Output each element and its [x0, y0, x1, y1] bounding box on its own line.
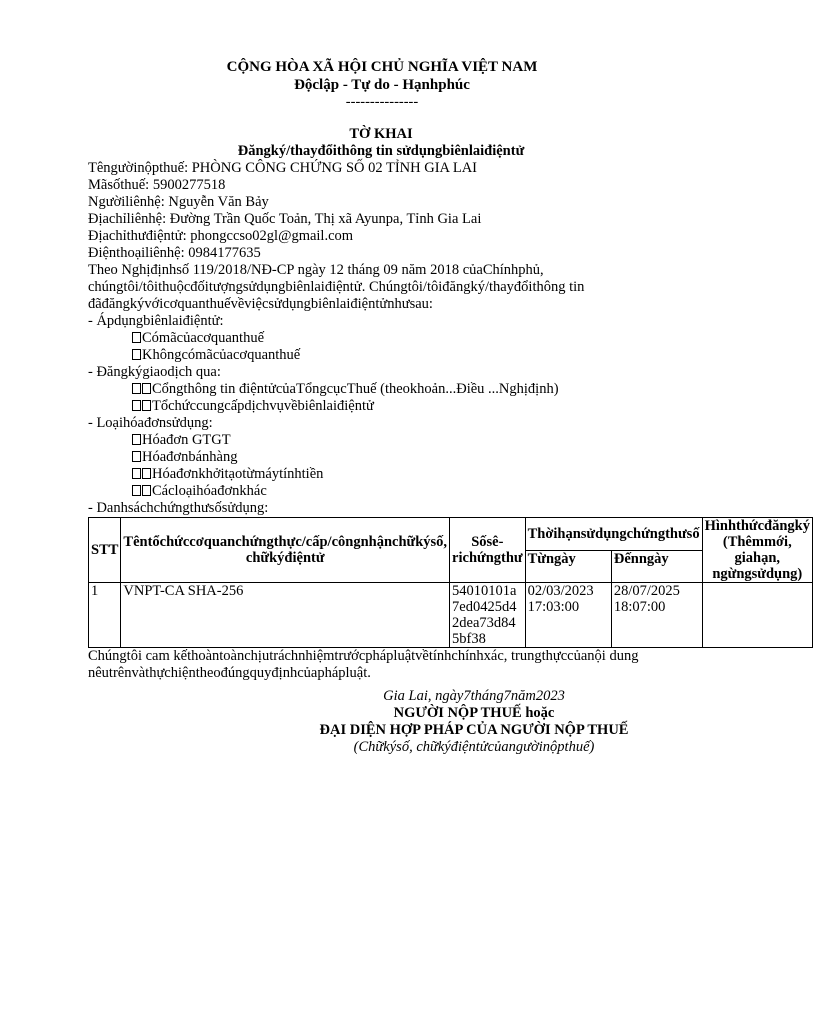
col-serial: Sốsê-richứngthư — [450, 518, 526, 583]
apply-option-without-code[interactable]: Khôngcómãcủacơquanthuế — [88, 347, 688, 364]
apply-heading: - Ápdụngbiênlaiđiệntử: — [88, 313, 224, 329]
place-date: Gia Lai, ngày7tháng7năm2023 — [383, 688, 565, 704]
col-from-date: Từngày — [525, 550, 611, 583]
col-to-date: Đếnngày — [611, 550, 702, 583]
checkbox-icon — [132, 468, 141, 479]
checkbox-icon — [142, 485, 151, 496]
type-option-gtgt[interactable]: Hóađơn GTGT — [88, 432, 688, 449]
certs-heading: - Danhsáchchứngthưsốsửdụng: — [88, 500, 269, 516]
checkbox-icon — [132, 332, 141, 343]
type-option-other[interactable]: Cácloạihóađơnkhác — [88, 483, 688, 500]
commitment-line-2: nêutrênvàthựchiệntheođúngquyđịnhcủaphápluật. — [88, 665, 371, 681]
table-row — [89, 583, 813, 648]
tax-code: Mãsốthuế: 5900277518 — [88, 177, 226, 193]
phone-number: Điệnthoạiliênhệ: 0984177635 — [88, 245, 261, 261]
channel-heading: - Đăngkýgiaodịch qua: — [88, 364, 221, 380]
taxpayer-name: Têngườinộpthuế: PHÒNG CÔNG CHỨNG SỐ 02 TỈNH GIA LAI — [88, 160, 477, 176]
channel-option-portal[interactable]: Cổngthông tin điệntửcủaTổngcụcThuế (theokhoản...Điều ...Nghịđịnh) — [88, 381, 688, 398]
checkbox-icon — [132, 400, 141, 411]
checkbox-icon — [132, 383, 141, 394]
checkbox-icon — [132, 451, 141, 462]
decree-line-3: đãđăngkývớicơquanthuếvềviệcsửdụngbiênlaiđiệntửnhưsau: — [88, 296, 433, 312]
motto: Độclập - Tự do - Hạnhphúc — [294, 77, 470, 93]
form-title: TỜ KHAI — [349, 126, 413, 142]
header-separator: --------------- — [345, 94, 419, 110]
cell-to-date: 28/07/2025 18:07:00 — [611, 583, 702, 648]
table-header-row — [89, 518, 813, 551]
commitment-line-1: Chúngtôi cam kếthoàntoànchịutráchnhiệmtrướcphápluậtvềtínhchínhxác, trungthựccủanội dung — [88, 648, 639, 664]
types-heading: - Loạihóađơnsửdụng: — [88, 415, 213, 431]
signature-note: (Chữkýsố, chữkýđiệntửcủangườinộpthuế) — [353, 739, 595, 755]
checkbox-icon — [142, 468, 151, 479]
channel-option-provider[interactable]: Tổchứccungcấpdịchvụvềbiênlaiđiệntử — [88, 398, 688, 415]
cell-issuer-name: VNPT-CA SHA-256 — [121, 583, 450, 648]
cell-from-date: 02/03/2023 17:03:00 — [525, 583, 611, 648]
col-validity: Thờihạnsửdụngchứngthưsố — [525, 518, 702, 551]
email-address: Địachỉthưđiệntử: phongccso02gl@gmail.com — [88, 228, 354, 244]
checkbox-icon — [142, 383, 151, 394]
checkbox-icon — [132, 434, 141, 445]
contact-person: Ngườiliênhệ: Nguyễn Văn Bảy — [88, 194, 269, 210]
checkbox-icon — [142, 400, 151, 411]
document-page — [88, 58, 810, 682]
cell-registration-form — [702, 583, 812, 648]
apply-option-with-code[interactable]: Cómãcủacơquanthuế — [88, 330, 688, 347]
signer-role-2: ĐẠI DIỆN HỢP PHÁP CỦA NGƯỜI NỘP THUẾ — [319, 722, 629, 738]
decree-line-2: chúngtôi/tôithuộcđốitượngsửdụngbiênlaiđiệntử. Chúngtôi/tôiđăngký/thayđổithông tin — [88, 279, 585, 295]
col-registration-form: Hìnhthứcđăngký (Thêmmới, giahạn, ngừngsửdụng) — [702, 518, 812, 583]
signer-role-1: NGƯỜI NỘP THUẾ hoặc — [393, 705, 555, 721]
type-option-sales[interactable]: Hóađơnbánhàng — [88, 449, 688, 466]
checkbox-icon — [132, 349, 141, 360]
signature-block — [200, 688, 748, 756]
type-option-cash-register[interactable]: Hóađơnkhởitạotừmáytínhtiền — [88, 466, 688, 483]
contact-address: Địachỉliênhệ: Đường Trần Quốc Toản, Thị xã Ayunpa, Tỉnh Gia Lai — [88, 211, 482, 227]
certificate-table — [88, 517, 813, 648]
country-header: CỘNG HÒA XÃ HỘI CHỦ NGHĨA VIỆT NAM — [226, 59, 538, 75]
cell-serial: 54010101a7ed0425d42dea73d845bf38 — [450, 583, 526, 648]
col-issuer-name: Têntổchứccơquanchứngthực/cấp/côngnhậnchữkýsố, chữkýđiệntử — [121, 518, 450, 583]
col-stt: STT — [89, 518, 121, 583]
cell-stt: 1 — [89, 583, 121, 648]
form-subtitle: Đăngký/thayđổithông tin sửdụngbiênlaiđiệntử — [237, 143, 525, 159]
checkbox-icon — [132, 485, 141, 496]
decree-line-1: Theo Nghịđịnhsố 119/2018/NĐ-CP ngày 12 tháng 09 năm 2018 củaChínhphủ, — [88, 262, 544, 278]
